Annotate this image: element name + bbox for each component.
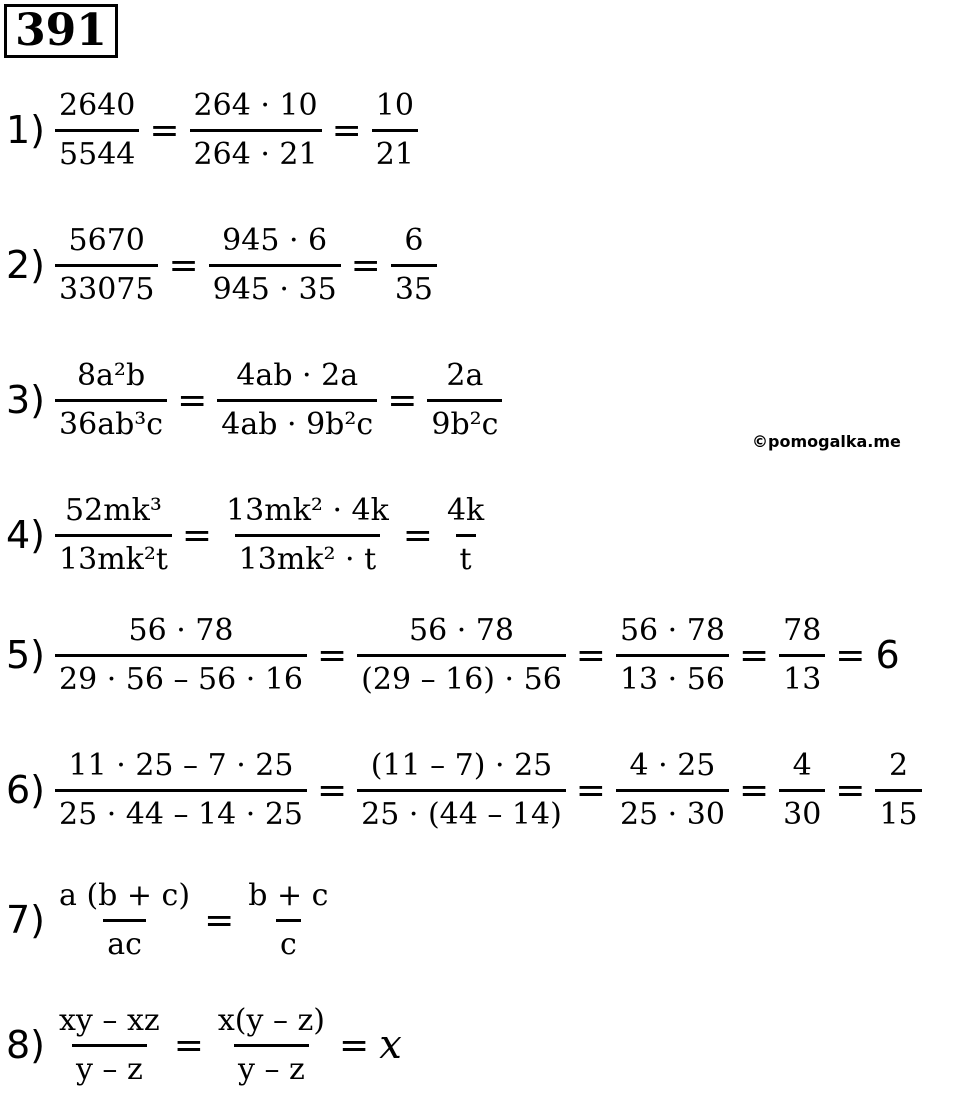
equals-sign: = bbox=[173, 1024, 204, 1066]
fraction-denominator: 15 bbox=[875, 789, 921, 834]
equals-sign: = bbox=[575, 769, 606, 811]
fraction bbox=[55, 612, 307, 699]
problem-label: 1) bbox=[6, 108, 46, 152]
fraction bbox=[190, 87, 322, 174]
fraction bbox=[244, 877, 332, 964]
fraction-denominator: 35 bbox=[391, 264, 437, 309]
fraction-numerator: 2a bbox=[446, 357, 484, 393]
problem-label: 8) bbox=[6, 1023, 46, 1067]
fraction-numerator: 56 · 78 bbox=[619, 612, 725, 648]
fraction-numerator: 4 · 25 bbox=[629, 747, 716, 783]
equals-sign: = bbox=[738, 769, 770, 811]
equals-sign: = bbox=[181, 514, 213, 556]
fraction-numerator: 11 · 25 – 7 · 25 bbox=[68, 747, 294, 783]
problem-label: 7) bbox=[6, 898, 46, 942]
fraction bbox=[357, 612, 566, 699]
result-value: 6 bbox=[875, 633, 900, 677]
fraction bbox=[222, 492, 393, 579]
fraction bbox=[427, 357, 502, 444]
fraction-numerator: x(y – z) bbox=[217, 1002, 326, 1038]
fraction-numerator: 2 bbox=[889, 747, 909, 783]
equals-sign: = bbox=[331, 109, 362, 151]
equals-sign: = bbox=[835, 634, 866, 676]
fraction bbox=[55, 87, 139, 174]
fraction-denominator: 33075 bbox=[55, 264, 158, 309]
problem-8 bbox=[6, 1000, 402, 1090]
fraction bbox=[372, 87, 418, 174]
fraction-denominator: y – z bbox=[234, 1044, 309, 1089]
problem-5 bbox=[6, 610, 900, 700]
equals-sign: = bbox=[387, 379, 418, 421]
fraction-numerator: 4k bbox=[446, 492, 485, 528]
fraction-numerator: a (b + c) bbox=[59, 877, 191, 913]
problem-label: 2) bbox=[6, 243, 46, 287]
problem-3 bbox=[6, 355, 502, 445]
fraction-numerator: 78 bbox=[783, 612, 822, 648]
equals-sign: = bbox=[317, 769, 348, 811]
fraction-numerator: 8a²b bbox=[76, 357, 146, 393]
fraction-denominator: ac bbox=[103, 919, 146, 964]
result-value: x bbox=[379, 1022, 402, 1068]
fraction-numerator: 945 · 6 bbox=[222, 222, 328, 258]
problem-2 bbox=[6, 220, 437, 310]
fraction bbox=[55, 877, 194, 964]
fraction bbox=[357, 747, 566, 834]
fraction bbox=[214, 1002, 329, 1089]
problem-number-badge: 391 bbox=[4, 4, 118, 58]
problem-label: 4) bbox=[6, 513, 46, 557]
equals-sign: = bbox=[149, 109, 180, 151]
fraction bbox=[875, 747, 921, 834]
equals-sign: = bbox=[350, 244, 381, 286]
fraction-denominator: 36ab³c bbox=[55, 399, 167, 444]
fraction-denominator: c bbox=[276, 919, 301, 964]
fraction-denominator: y – z bbox=[72, 1044, 147, 1089]
equals-sign: = bbox=[339, 1024, 370, 1066]
fraction-denominator: t bbox=[456, 534, 476, 579]
problem-7 bbox=[6, 875, 332, 965]
fraction bbox=[209, 222, 341, 309]
watermark: ©pomogalka.me bbox=[752, 432, 901, 451]
fraction-numerator: (11 – 7) · 25 bbox=[370, 747, 553, 783]
fraction bbox=[616, 612, 729, 699]
fraction-denominator: 4ab · 9b²c bbox=[217, 399, 377, 444]
problem-1 bbox=[6, 85, 418, 175]
equals-sign: = bbox=[575, 634, 606, 676]
fraction bbox=[217, 357, 377, 444]
fraction-numerator: 6 bbox=[404, 222, 424, 258]
fraction bbox=[55, 747, 307, 834]
fraction-numerator: 10 bbox=[375, 87, 414, 123]
equals-sign: = bbox=[835, 769, 866, 811]
fraction bbox=[55, 492, 172, 579]
equals-sign: = bbox=[402, 514, 433, 556]
fraction-denominator: 13 · 56 bbox=[616, 654, 729, 699]
problem-4 bbox=[6, 490, 488, 580]
fraction-denominator: 25 · 44 – 14 · 25 bbox=[55, 789, 307, 834]
fraction bbox=[55, 1002, 164, 1089]
fraction-denominator: 21 bbox=[372, 129, 418, 174]
fraction-denominator: (29 – 16) · 56 bbox=[357, 654, 566, 699]
fraction bbox=[55, 222, 158, 309]
fraction-denominator: 264 · 21 bbox=[190, 129, 322, 174]
equals-sign: = bbox=[738, 634, 770, 676]
fraction-denominator: 29 · 56 – 56 · 16 bbox=[55, 654, 307, 699]
fraction-numerator: 4 bbox=[792, 747, 812, 783]
problem-label: 3) bbox=[6, 378, 46, 422]
fraction-denominator: 25 · (44 – 14) bbox=[357, 789, 566, 834]
fraction-numerator: 2640 bbox=[59, 87, 136, 123]
fraction bbox=[443, 492, 488, 579]
fraction-denominator: 13mk²t bbox=[55, 534, 172, 579]
fraction bbox=[55, 357, 167, 444]
fraction-numerator: 264 · 10 bbox=[193, 87, 318, 123]
fraction-denominator: 945 · 35 bbox=[209, 264, 341, 309]
fraction-denominator: 13 bbox=[779, 654, 825, 699]
fraction-numerator: 4ab · 2a bbox=[236, 357, 359, 393]
fraction bbox=[779, 612, 825, 699]
problem-label: 6) bbox=[6, 768, 46, 812]
fraction-numerator: b + c bbox=[248, 877, 329, 913]
equals-sign: = bbox=[204, 899, 235, 941]
fraction-numerator: 56 · 78 bbox=[128, 612, 234, 648]
fraction-denominator: 25 · 30 bbox=[616, 789, 729, 834]
equals-sign: = bbox=[317, 634, 348, 676]
fraction-numerator: 13mk² · 4k bbox=[226, 492, 389, 528]
equals-sign: = bbox=[177, 379, 208, 421]
fraction-numerator: 5670 bbox=[68, 222, 145, 258]
problem-6 bbox=[6, 745, 922, 835]
fraction-denominator: 30 bbox=[779, 789, 825, 834]
equals-sign: = bbox=[168, 244, 199, 286]
fraction-numerator: 56 · 78 bbox=[409, 612, 514, 648]
fraction-denominator: 5544 bbox=[55, 129, 139, 174]
problem-label: 5) bbox=[6, 633, 46, 677]
fraction-denominator: 13mk² · t bbox=[235, 534, 381, 579]
fraction bbox=[391, 222, 437, 309]
fraction-numerator: 52mk³ bbox=[65, 492, 162, 528]
fraction-denominator: 9b²c bbox=[427, 399, 502, 444]
fraction bbox=[779, 747, 825, 834]
fraction bbox=[616, 747, 729, 834]
fraction-numerator: xy – xz bbox=[59, 1002, 160, 1038]
